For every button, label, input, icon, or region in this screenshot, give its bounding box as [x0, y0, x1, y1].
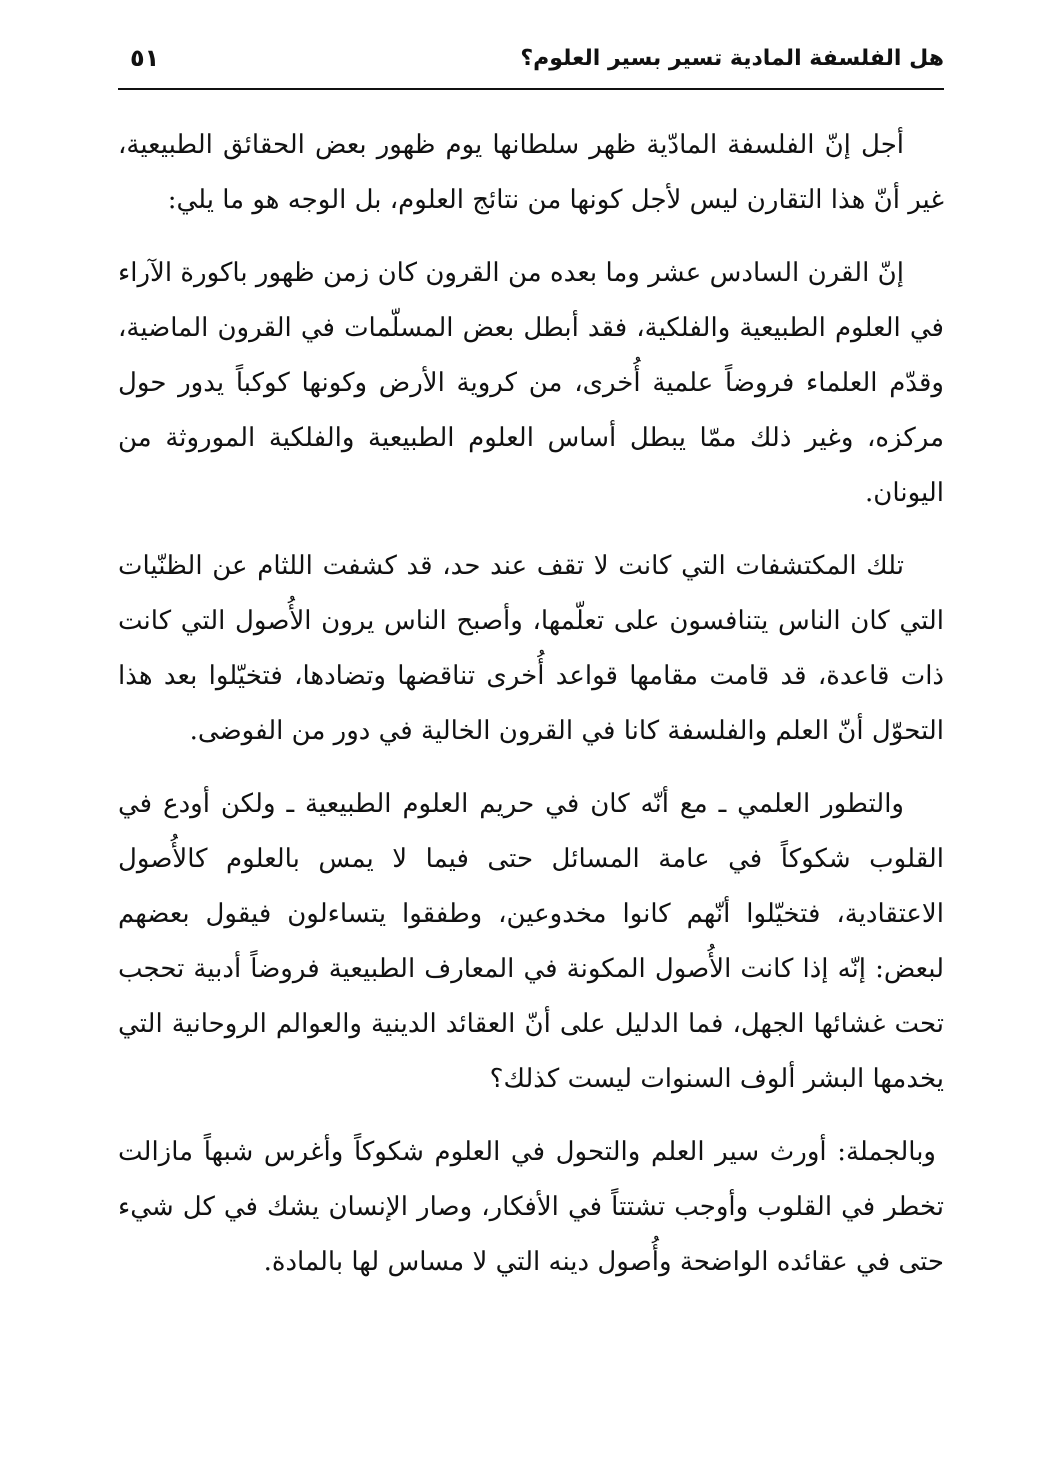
page-header [118, 30, 944, 88]
paragraph: والتطور العلمي ـ مع أنّه كان في حريم العلوم الطبيعية ـ ولكن أودع في القلوب شكوكاً في عامة المسائل حتى فيما لا يمس بالعلوم كالأُصول الاعتقادية، فتخيّلوا أنّهم كانوا مخدوعين، وطفقوا يتساءلون فيقول بعضهم لبعض: إنّه إذا كانت الأُصول المكونة في المعارف الطبيعية فروضاً أدبية تحجب تحت غشائها الجهل، فما الدليل على أنّ العقائد الدينية والعوالم الروحانية التي يخدمها البشر ألوف السنوات ليست كذلك؟ [118, 789, 944, 1094]
paragraph: إنّ القرن السادس عشر وما بعده من القرون كان زمن ظهور باكورة الآراء في العلوم الطبيعية والفلكية، فقد أبطل بعض المسلّمات في القرون الماضية، وقدّم العلماء فروضاً علمية أُخرى، من كروية الأرض وكونها كوكباً يدور حول مركزه، وغير ذلك ممّا يبطل أساس العلوم الطبيعية والفلكية الموروثة من اليونان. [118, 258, 944, 508]
paragraph: أجل إنّ الفلسفة المادّية ظهر سلطانها يوم ظهور بعض الحقائق الطبيعية، غير أنّ هذا التقارن ليس لأجل كونها من نتائج العلوم، بل الوجه هو ما يلي: [118, 130, 944, 215]
book-page [118, 30, 944, 1450]
paragraph: وبالجملة: أورث سير العلم والتحول في العلوم شكوكاً وأغرس شبهاً مازالت تخطر في القلوب وأوجب تشتتاً في الأفكار، وصار الإنسان يشك في كل شيء حتى في عقائده الواضحة وأُصول دينه التي لا مساس لها بالمادة. [118, 1137, 944, 1277]
page-number: ٥١ [130, 44, 160, 72]
body-text [118, 118, 944, 1308]
header-rule [118, 88, 944, 90]
paragraph: تلك المكتشفات التي كانت لا تقف عند حد، قد كشفت اللثام عن الظنّيات التي كان الناس يتنافسون على تعلّمها، وأصبح الناس يرون الأُصول التي كانت ذات قاعدة، قد قامت مقامها قواعد أُخرى تناقضها وتضادها، فتخيّلوا بعد هذا التحوّل أنّ العلم والفلسفة كانا في القرون الخالية في دور من الفوضى. [118, 551, 944, 746]
running-title: هل الفلسفة المادية تسير بسير العلوم؟ [520, 46, 944, 71]
